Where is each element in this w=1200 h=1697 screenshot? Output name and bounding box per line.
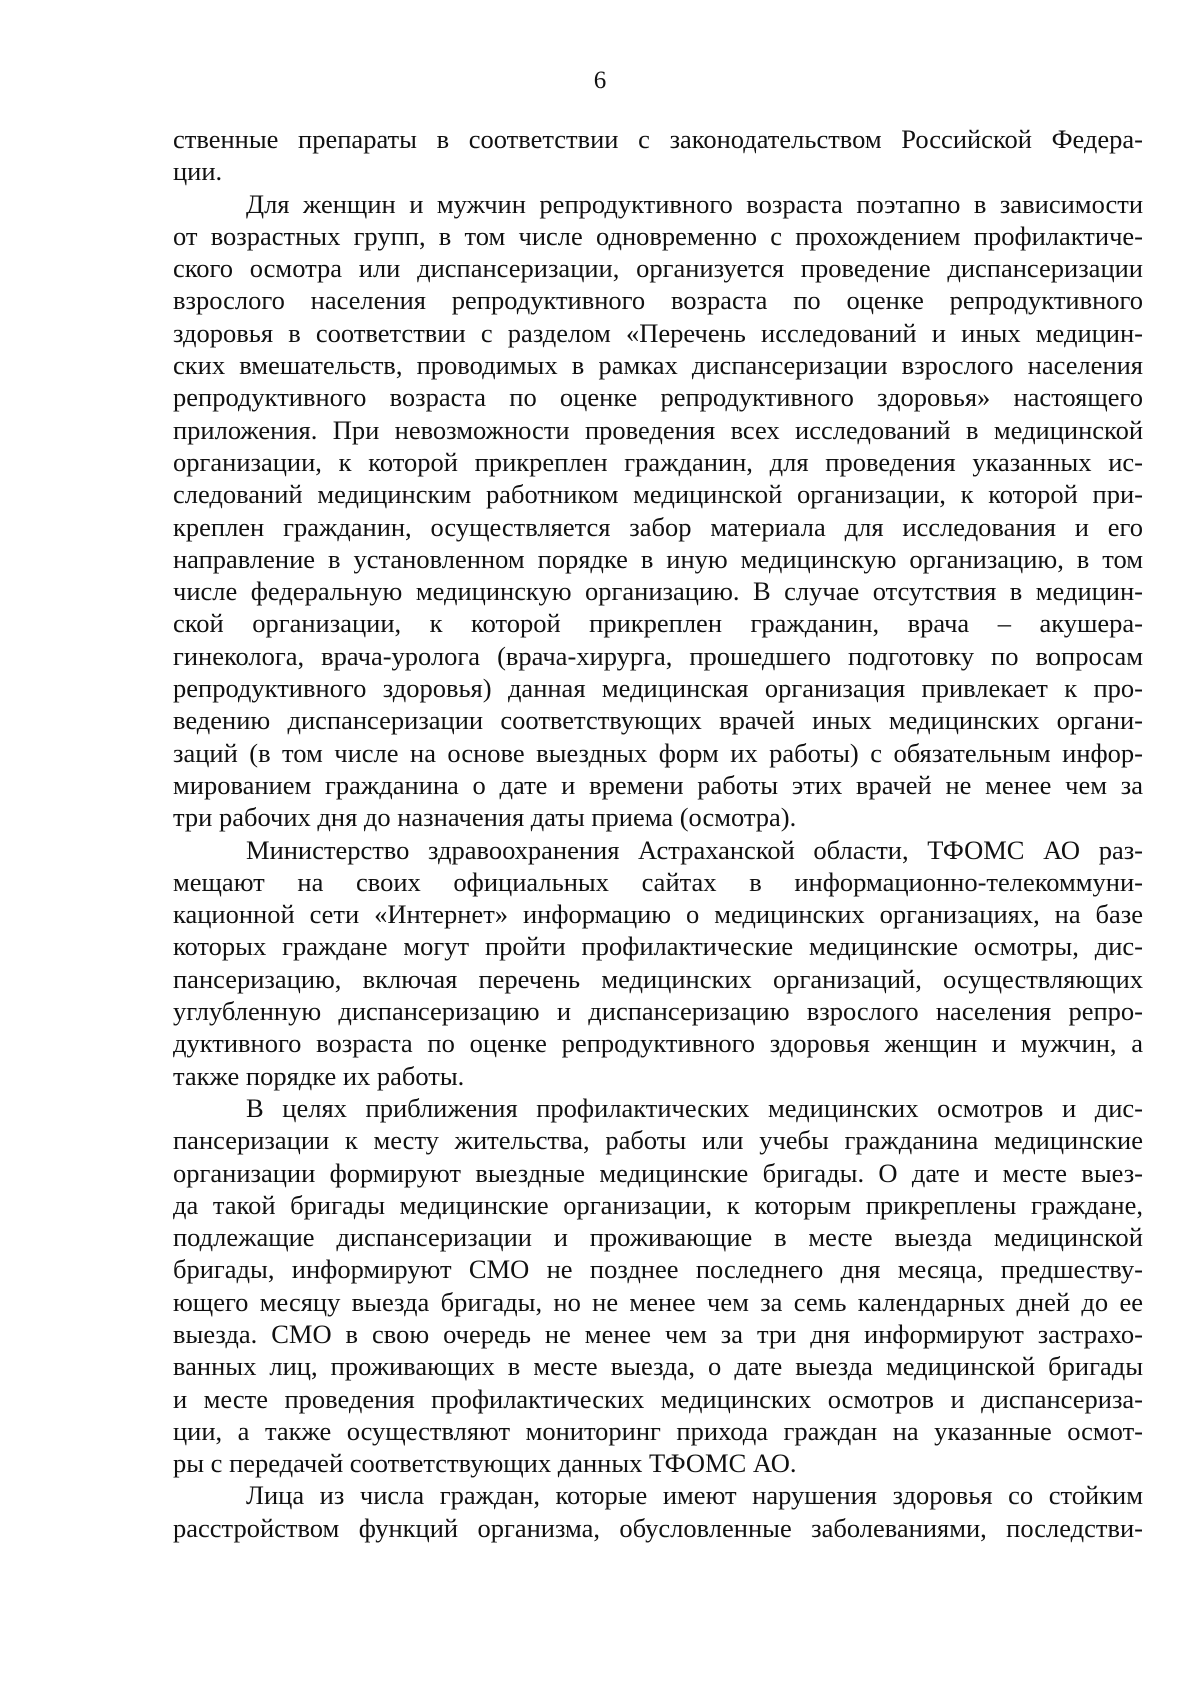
text-line: кационной сети «Интернет» информацию о медицинских организациях, на базе bbox=[173, 899, 1143, 930]
text-line: бригады, информируют СМО не позднее последнего дня месяца, предшеству- bbox=[173, 1254, 1143, 1285]
text-line: приложения. При невозможности проведения всех исследований в медицинской bbox=[173, 414, 1143, 445]
text-line: ственные препараты в соответствии с законодательством Российской Федера- bbox=[173, 124, 1143, 154]
page-number: 6 bbox=[593, 67, 607, 94]
text-line: Лица из числа граждан, которые имеют нарушения здоровья со стойким bbox=[246, 1480, 1143, 1511]
document-body bbox=[173, 123, 1143, 1544]
text-line: три рабочих дня до назначения даты приема (осмотра). bbox=[173, 802, 797, 833]
text-line: да такой бригады медицинские организации, к которым прикреплены граждане, bbox=[173, 1189, 1143, 1220]
text-line: пансеризации к месту жительства, работы или учебы гражданина медицинские bbox=[173, 1125, 1143, 1156]
text-line: заций (в том числе на основе выездных форм их работы) с обязательным инфор- bbox=[173, 737, 1143, 768]
text-line: В целях приближения профилактических медицинских осмотров и дис- bbox=[246, 1092, 1143, 1123]
text-line: следований медицинским работником медицинской организации, к которой при- bbox=[173, 479, 1143, 510]
paragraph bbox=[173, 834, 1143, 1092]
text-line: расстройством функций организма, обусловленные заболеваниями, последстви- bbox=[173, 1512, 1143, 1543]
text-line: пансеризацию, включая перечень медицинских организаций, осуществляющих bbox=[173, 963, 1143, 994]
text-line: ющего месяцу выезда бригады, но не менее чем за семь календарных дней до ее bbox=[173, 1286, 1143, 1317]
text-line: ции, а также осуществляют мониторинг прихода граждан на указанные осмот- bbox=[173, 1415, 1143, 1446]
text-line: мещают на своих официальных сайтах в информационно-телекоммуни- bbox=[173, 866, 1143, 897]
text-line: числе федеральную медицинскую организацию. В случае отсутствия в медицин- bbox=[173, 576, 1143, 607]
text-line: углубленную диспансеризацию и диспансеризацию взрослого населения репро- bbox=[173, 996, 1143, 1027]
text-line: направление в установленном порядке в иную медицинскую организацию, в том bbox=[173, 543, 1143, 574]
text-line: мированием гражданина о дате и времени работы этих врачей не менее чем за bbox=[173, 769, 1143, 800]
text-line: также порядке их работы. bbox=[173, 1060, 465, 1091]
text-line: ведению диспансеризации соответствующих врачей иных медицинских органи- bbox=[173, 705, 1143, 736]
paragraph bbox=[173, 188, 1143, 834]
text-line: ской организации, к которой прикреплен гражданин, врача – акушера- bbox=[173, 608, 1143, 639]
paragraph bbox=[173, 1479, 1143, 1544]
text-line: и месте проведения профилактических медицинских осмотров и диспансериза- bbox=[173, 1383, 1143, 1414]
text-line: взрослого населения репродуктивного возраста по оценке репродуктивного bbox=[173, 285, 1143, 316]
text-line: Министерство здравоохранения Астраханской области, ТФОМС АО раз- bbox=[246, 834, 1143, 865]
paragraph bbox=[173, 1092, 1143, 1480]
text-line: креплен гражданин, осуществляется забор материала для исследования и его bbox=[173, 511, 1143, 542]
text-line: выезда. СМО в свою очередь не менее чем за три дня информируют застрахо- bbox=[173, 1318, 1143, 1349]
text-line: ры с передачей соответствующих данных ТФОМС АО. bbox=[173, 1448, 797, 1479]
text-line: ванных лиц, проживающих в месте выезда, о дате выезда медицинской бригады bbox=[173, 1351, 1143, 1382]
text-line: дуктивного возраста по оценке репродуктивного здоровья женщин и мужчин, а bbox=[173, 1028, 1143, 1059]
text-line: Для женщин и мужчин репродуктивного возраста поэтапно в зависимости bbox=[246, 188, 1143, 219]
text-line: организации, к которой прикреплен гражданин, для проведения указанных ис- bbox=[173, 446, 1143, 477]
text-line: ского осмотра или диспансеризации, организуется проведение диспансеризации bbox=[173, 253, 1143, 284]
paragraph bbox=[173, 123, 1143, 188]
text-line: гинеколога, врача-уролога (врача-хирурга, прошедшего подготовку по вопросам bbox=[173, 640, 1143, 671]
text-line: подлежащие диспансеризации и проживающие в месте выезда медицинской bbox=[173, 1222, 1143, 1253]
text-line: здоровья в соответствии с разделом «Перечень исследований и иных медицин- bbox=[173, 317, 1143, 348]
text-line: репродуктивного здоровья) данная медицинская организация привлекает к про- bbox=[173, 673, 1143, 704]
text-line: от возрастных групп, в том числе одновременно с прохождением профилактиче- bbox=[173, 220, 1143, 251]
text-line: ских вмешательств, проводимых в рамках диспансеризации взрослого населения bbox=[173, 350, 1143, 381]
text-line: репродуктивного возраста по оценке репродуктивного здоровья» настоящего bbox=[173, 382, 1143, 413]
text-line: организации формируют выездные медицинские бригады. О дате и месте выез- bbox=[173, 1157, 1143, 1188]
text-line: ции. bbox=[173, 156, 223, 187]
text-line: которых граждане могут пройти профилактические медицинские осмотры, дис- bbox=[173, 931, 1143, 962]
